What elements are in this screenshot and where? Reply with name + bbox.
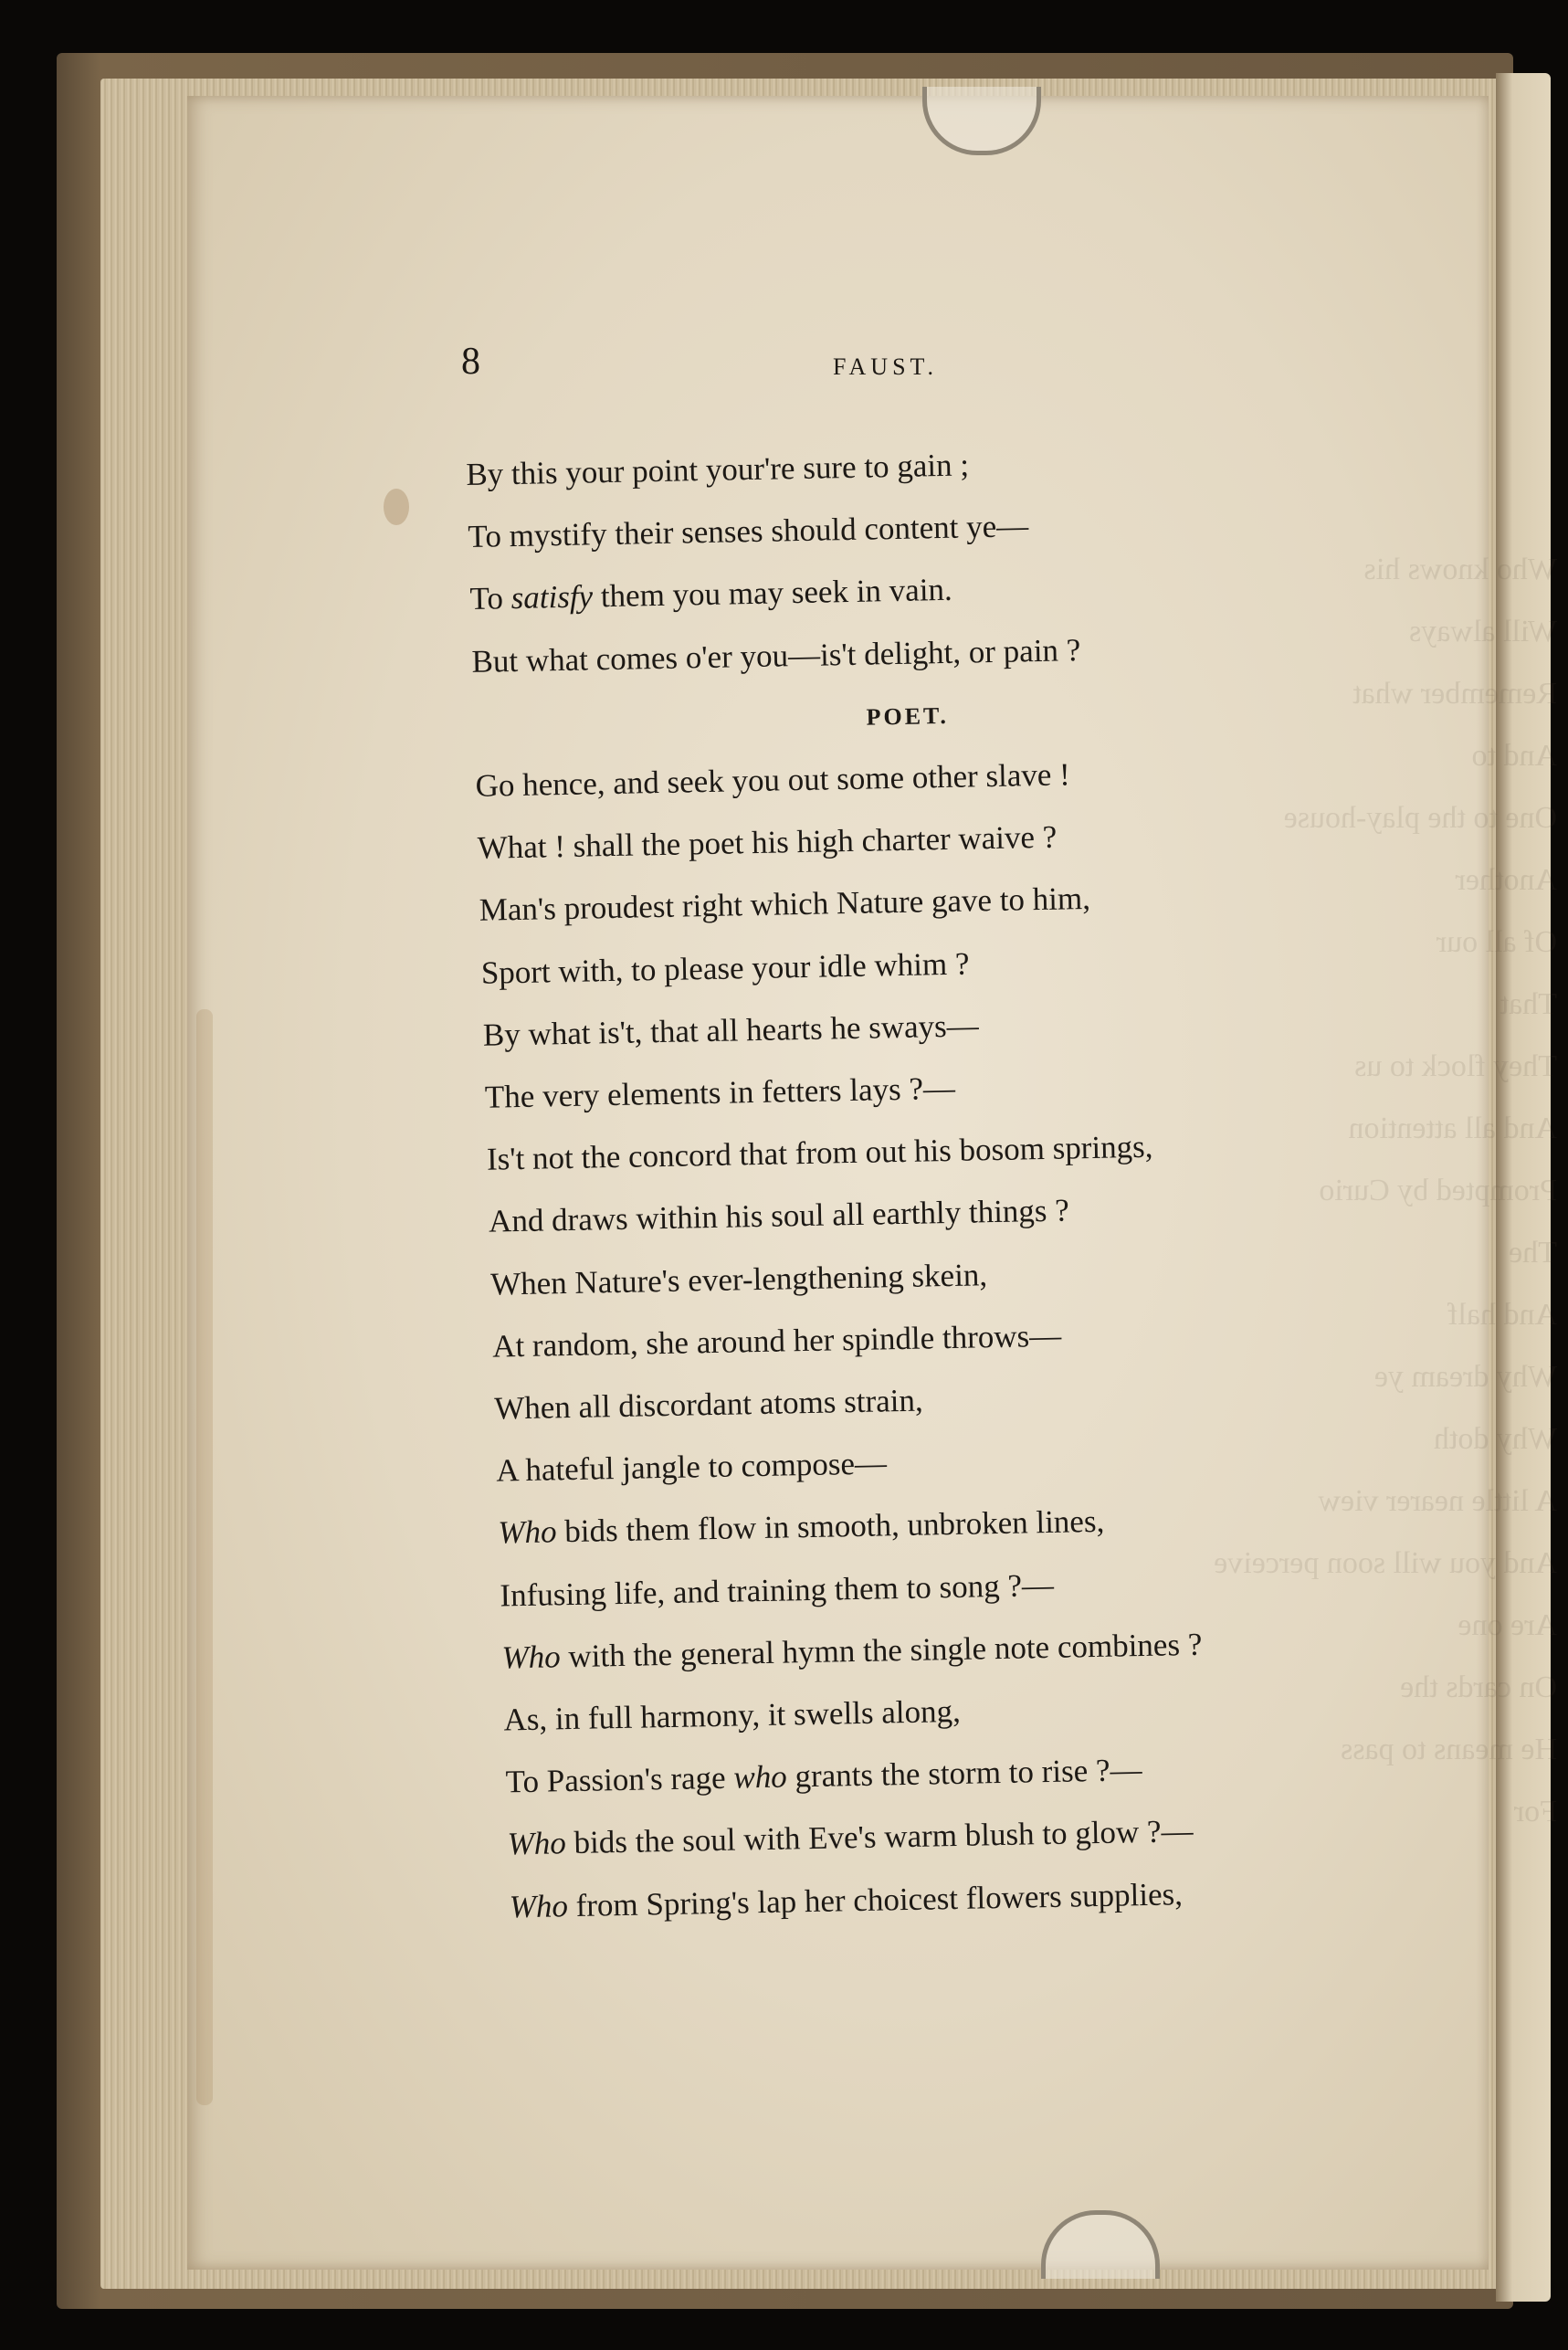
verse-text: them you may seek in vain.: [592, 572, 953, 615]
page-clip-top: [922, 87, 1041, 155]
verse-text: with the general hymn the single note combines ?: [560, 1626, 1203, 1675]
speaker-label: POET.: [866, 701, 950, 731]
foxing-stain: [384, 489, 409, 525]
verse-text: bids the soul with Eve's warm blush to glow ?—: [565, 1813, 1194, 1861]
verse-line: To mystify their senses should content ye—: [468, 508, 1029, 555]
verse-text: To: [469, 580, 512, 617]
verse-line: Go hence, and seek you out some other slave !: [475, 756, 1071, 804]
verse-text: bids them flow in smooth, unbroken lines,: [556, 1503, 1105, 1550]
verse-line: Infusing life, and training them to song ?—: [500, 1566, 1055, 1614]
verse-line: Sport with, to please your idle whim ?: [480, 945, 970, 991]
verse-line: By this your point your're sure to gain ;: [466, 447, 970, 492]
verse-line: At random, she around her spindle throws—: [491, 1317, 1062, 1365]
gutter-stain: [196, 1009, 213, 2105]
verse-line: When Nature's ever-lengthening skein,: [489, 1256, 988, 1302]
verse-line: Is't not the concord that from out his bosom springs,: [486, 1128, 1153, 1177]
running-title: FAUST.: [833, 353, 938, 380]
italic-text: Who: [501, 1639, 562, 1676]
verse-line: Man's proudest right which Nature gave to him,: [479, 880, 1091, 929]
italic-text: satisfy: [510, 578, 594, 616]
italic-text: Who: [507, 1825, 567, 1862]
page-number: 8: [461, 341, 480, 383]
verse-text: from Spring's lap her choicest flowers supplies,: [567, 1875, 1184, 1923]
verse-text: grants the storm to rise ?—: [786, 1752, 1142, 1795]
verse-line: And draws within his soul all earthly things ?: [488, 1192, 1070, 1240]
verse-line: A hateful jangle to compose—: [495, 1445, 888, 1489]
book-page: [187, 96, 1557, 2270]
verse-line: When all discordant atoms strain,: [493, 1382, 924, 1427]
italic-text: who: [733, 1758, 788, 1796]
italic-text: Who: [498, 1513, 557, 1551]
bleed-through-text: Who knows his Will always Remember what And to One to the play-house Another Of all our That They flock to us And all attention Prompted by Curio The And half Why dream ye Why doth A little nearer view And you will soon perceive Are one On cards the He means to pass For: [1214, 553, 1557, 1828]
italic-text: Who: [509, 1887, 569, 1924]
verse-line: The very elements in fetters lays ?—: [484, 1070, 956, 1115]
verse-line: But what comes o'er you—is't delight, or pain ?: [471, 631, 1081, 680]
verse-line: What ! shall the poet his high charter waive ?: [477, 818, 1058, 867]
page-clip-bottom: [1041, 2210, 1160, 2279]
verse-line: By what is't, that all hearts he sways—: [482, 1007, 980, 1053]
verse-line: As, in full harmony, it swells along,: [503, 1692, 962, 1738]
verse-text: To Passion's rage: [505, 1759, 734, 1800]
